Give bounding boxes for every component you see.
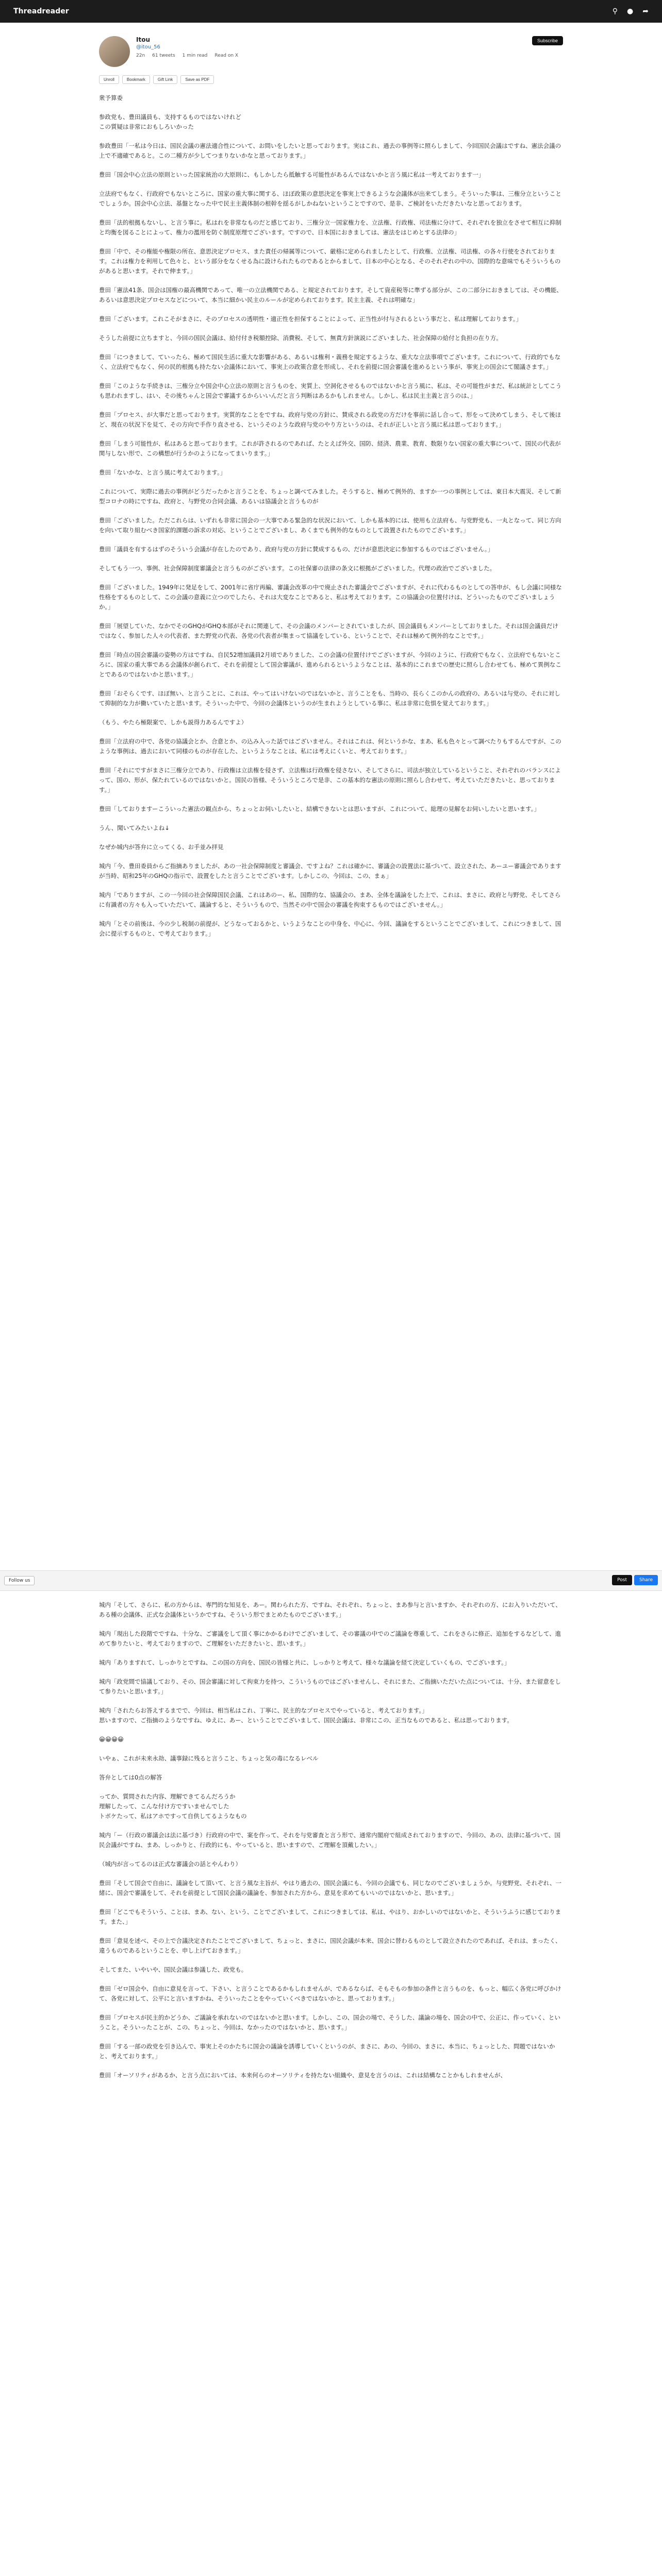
tweet-paragraph: 衆予算委 bbox=[99, 94, 123, 101]
tweet-paragraph: 豊田「意見を述べ、その上で合議決定されたことでございまして、ちょっと、まさに、国民会議が本来、国会に替わるものとして設立されたのであれば、それは、まったく、違うものであるということを、申し上げておきます。」 bbox=[99, 1937, 561, 1954]
tweet-paragraph: 豊田「立法府の中で、各党の協議会とか、合意とか、の込み入った話ではございません。それはこれは、何というかな、まあ、私も色々とって調べたりもするんですが、このような事例は、過去において同様のものが存在した、というようなことは、私には考えにくいと、考えております。」 bbox=[99, 738, 561, 755]
gift-link-button[interactable]: Gift Link bbox=[153, 75, 177, 84]
tweet-paragraph: 豊田「ございました。1949年に発足をして、2001年に省庁再編、審議会改革の中で廃止された審議会でございますが、それに代わるものとしての答申が、もし会議に同様な性格をするものとして、この会議の意義に立つのでしたら、それは大変なことであると、私は考えております。この協議会の位置付けは、どういったものでございましょうか。」 bbox=[99, 584, 562, 611]
meta-tweets: 22n bbox=[136, 53, 145, 58]
tweet-paragraph: 答弁としては0点の解答 bbox=[99, 1774, 162, 1781]
user-icon[interactable]: ● bbox=[627, 7, 634, 15]
tweet-paragraph: （城内が言ってるのは正式な審議会の話とやんわり） bbox=[99, 1860, 241, 1868]
tweet-paragraph: 豊田「ないかな、と言う風に考えております。」 bbox=[99, 469, 226, 476]
tweet-paragraph: 豊田「プロセスが民主的かどうか、ご議論を承れないのではないかと思います。しかし、この、国会の場で、そうした、議論の場を、国会の中で、公正に、作っていく、ということ。そういったことが、この、ちょっと、今回は、なかったのではないかと、思います。」 bbox=[99, 2014, 560, 2031]
search-icon[interactable]: ⚲ bbox=[612, 7, 618, 15]
tweet-paragraph: ってか、質問された内容、理解できてるんだろうか 理解したって、こんな付け方ですいませんでした トボケたって、私はアホですって自供してるようなもの bbox=[99, 1793, 247, 1820]
thread-content-continued bbox=[99, 1600, 563, 2090]
tweet-paragraph: 豊田「しておりますーこういった憲法の観点から、ちょっとお伺いしたいと、結構できないとは思いますが、これについて、総理の見解をお伺いしたいと思います。」 bbox=[99, 805, 540, 812]
brand-logo[interactable]: Threadreader bbox=[13, 7, 69, 15]
tweet-paragraph: 城内「そして、さらに、私の方からは、専門的な知見を、あー。関わられた方、ですね、それぞれ、ちょっと、まあ参与と言いますか、それぞれの方、にお入りいただいて、ある種の会議体、正式な会議体というかですね、そういう形でまとめたものでございます。」 bbox=[99, 1601, 561, 1618]
tweet-paragraph: 😀😀😀😀 bbox=[99, 1736, 124, 1743]
tweet-paragraph: 城内「現出した段階でですね、十分な、ご審議をして頂く事にかかるわけでございまして、その審議の中でのご議論を尊重して、これをさらに修正、追加をするなどして、進めて参りたいと、考えておりますので、ご理解をいただきたいと、思います。」 bbox=[99, 1630, 561, 1647]
tweet-paragraph: 豊田「しまう可能性が、私はあると思っております。これが許されるのであれば、たとえば外交、国防、経済、農業、教育、数限りない国家の重大事について、国民の代表が関与しない形で、この構想が行うかのようになってまいります。」 bbox=[99, 440, 561, 457]
bookmark-button[interactable]: Bookmark bbox=[122, 75, 150, 84]
tweet-paragraph: これについて、実際に過去の事例がどうだったかと言うことを、ちょっと調べてみました。そうすると、極めて例外的、ますか一つの事例としては、東日本大震災、そして新型コロナの時にですね、政府と、与野党の合同会議、あるいは協議会と言うものが bbox=[99, 488, 561, 505]
tweet-paragraph: 豊田「中で、その権能や権限の所在、意思決定プロセス、また責任の帰属等について、厳格に定められましたとして、行政権、立法権、司法権、の各々行使をされております。これは権力を利用して色々と、という部分をなくせる為に設けられたものであるとからまして、日本の中心となる、そのそれぞれの中の、国際的な意味でもそういうものがあると思います。それで伸ます。」 bbox=[99, 248, 561, 275]
follow-us-button[interactable]: Follow us bbox=[4, 1576, 35, 1585]
author-handle[interactable]: @itou_56 bbox=[136, 44, 160, 50]
save-pdf-button[interactable]: Save as PDF bbox=[180, 75, 214, 84]
tweet-paragraph: 城内「政党間で協議しており、その、国会審議に対して拘束力を持つ、こういうものではございませんし、それにまた、ご指摘いただいた点については、十分、また留意をして参りたいと思います。」 bbox=[99, 1678, 561, 1695]
tweet-paragraph: 城内「でありますが、この一今回の社会保障国民会議、これはあのー、私、国際的な、協議会の、まあ、全体を議論をした上で、これは、まさに、政府と与野党、そしてさらに有識者の方々も入っていただいて、議論すると、そういうもので、当然その中で国会の審議を拘束するものではございません。」 bbox=[99, 891, 561, 908]
tweet-paragraph: 城内「ありますれて、しっかりとですね、この国の方向を、国民の皆様と共に、しっかりと考えて、様々な議論を経て決定していくもの、でございます。」 bbox=[99, 1659, 510, 1666]
tweet-paragraph: 豊田「おそらくです、ほぼ無い、と言うことに、これは、やってはいけないのではないかと、言うことをも、当時の、長らくこのかんの政府の、あるいは与党の、それに対して抑制的な力が働いていたと思います。そういった中で、今回の会議体というのが生まれようとしている事に、私は非常に危惧を覚えております。」 bbox=[99, 690, 560, 707]
tweet-paragraph: 豊田「このような手続きは、三権分立や国会中心立法の原則と言うものを、実質上、空洞化させるものではないかと言う風に、私は、その可能性がまだ、私は統計としてこうも思われますし、はい、その後ちゃんと国会で審議するからいいんだと言う判断はあるかもしれません。しかし、私は民主主義と言うのは、」 bbox=[99, 382, 561, 399]
thread-content bbox=[99, 23, 563, 948]
thread-body-part1 bbox=[99, 93, 563, 939]
tweet-paragraph: 豊田「プロセス、が大事だと思っております。実質的なことをですね、政府与党の方針に、賛成される政党の方だけを事前に話し合って、形をって決めてしまう、そして後ほど、現在の状況下を見て、その方向で手作り直させる、というそのような政府与党のやり方というのは、それが正しいと言う風に私は思っております。」 bbox=[99, 411, 561, 428]
tweet-paragraph: うん、聞いてみたいよね↓ bbox=[99, 824, 170, 832]
tweet-paragraph: 豊田「ございました。ただこれらは、いずれも非常に国会の一大事である緊急的な状況において、しかも基本的には、使用も立法府も、与党野党も、一丸となって、同じ方向を向いて取り組むべき国家的課題の訴求の対応、ということでございまし、あくまでも例外的なものとして設置されたものでございます。」 bbox=[99, 517, 561, 534]
share-icon[interactable]: ➦ bbox=[642, 7, 649, 15]
tweet-paragraph: 豊田「憲法41条、国会は国権の最高機関であって、唯一の立法機関である、と規定されております。そして資産税等に準ずる部分が、この二部分におきましては、その機能、あるいは意思決定プロセスなどについて、本当に細かい民主のルールが定められております。民主主義、それは明確な」 bbox=[99, 286, 562, 303]
thread-meta bbox=[136, 53, 532, 58]
tweet-paragraph: 豊田「時点の国会審議の姿勢の方はですね、自民52増加議員2月頃でありました、この会議の位置付けでございますが、今回のように、行政府でもなく、立法府でもないところに、国家の重大事である会議体が創られて、それを前提として国会審議が、進められるというようなことは、基本的にこれまでの歴史に照らし合わせても、極めて異例なことであるのではないかと思います。」 bbox=[99, 651, 561, 678]
share-buttons bbox=[612, 1575, 658, 1585]
topbar-icons bbox=[613, 7, 649, 15]
tweet-paragraph: 豊田「それにですがまさに三権分立であり、行政権は立法権を侵さず、立法権は行政権を侵さない、そしてさらに、司法が独立しているということ、それぞれのバランスによって、国の、形が、保たれているのではないかと。国民の皆様、そういうところで是非、この基本的な憲法の原則に照らし合わせて、考えていただきたいと、思っております。」 bbox=[99, 767, 561, 793]
share-footer-bar bbox=[0, 1570, 662, 1591]
thread-body-part2 bbox=[99, 1600, 563, 2080]
unroll-button[interactable]: Unroll bbox=[99, 75, 119, 84]
author-name[interactable]: Itou bbox=[136, 36, 150, 43]
tweet-paragraph: そしてもう一つ、事例、社会保障制度審議会と言うものがございます。この社保審の法律の条文に根拠がございました。代理の政治でございました。 bbox=[99, 565, 496, 572]
tweet-paragraph: 城内「とその前後は、今の少し税制の前提が、どうなっておるかと、いうようなことの中身を、中心に、今回、議論をするということでございまして、これにつきまして、国会に提示するものと、で考えております。」 bbox=[99, 920, 561, 937]
tweet-paragraph: 豊田「国会中心立法の原則といった国家統治の大原則に、もしかしたら抵触する可能性があるんではないかと言う風に私は一考えております一」 bbox=[99, 171, 485, 178]
profile-info bbox=[136, 36, 532, 58]
subscribe-button[interactable]: Subscribe bbox=[532, 36, 563, 45]
tweet-paragraph: 豊田「する一部の政党を引き込んで、事実上そのかたちに国会の議論を誘導していくというのが、まさに、あの、今回の、まさに、本当に、ちょっとした、問題ではないかと、考えております。」 bbox=[99, 2043, 555, 2060]
share-facebook-button[interactable]: Share bbox=[634, 1575, 658, 1585]
tweet-paragraph: 立法府でもなく、行政府でもないところに、国家の重大事に関する、ほぼ政策の意思決定を事実上できるような会議体が出来てしまう。そういった事は、三権分立ということでしょうか。国会中心立法、基盤となった中で民主主義体制の根幹を揺るがしかねないということですので、是非、ご検討をいただきたいなと思っております。 bbox=[99, 190, 561, 207]
tweet-paragraph: 豊田「法的根拠もないし、と言う事に。私はれを非常なものだと感じており、三権分立一国家権力を、立法権、行政権、司法権に分けて、それぞれを独立をさせて相互に抑制と均衡を図ることによって、権力の濫用を防ぐ制度原理でございます。ですので、日本国におきましては、憲法をはじめとする法律の」 bbox=[99, 219, 561, 236]
tweet-paragraph: 豊田「につきまして、ていったら、極めて国民生活に重大な影響がある、あるいは権利・義務を規定するような、重大な立法事項でございます。これについて、行政的でもなく、立法府でもなく、何の民的根拠も持たない会議体において、事実上の政策合意を形成し、それを前提に国会審議を進めるという事が、事実上の国会にて閣議さます。」 bbox=[99, 353, 561, 370]
top-navigation-bar bbox=[0, 0, 662, 23]
tweet-paragraph: 豊田「ございます。これこそがまさに、そのプロセスの透明性・適正性を担保することによって、正当性が付与されるという事だと、私は理解しております。」 bbox=[99, 315, 522, 323]
thread-actions bbox=[99, 75, 563, 84]
tweet-paragraph: そうした前提に立ちますと、今回の国民会議は、給付付き税額控除、消費税、そして、無責方針演説にございました、社会保障の給付と負担の在り方。 bbox=[99, 334, 502, 342]
tweet-paragraph: （もう、やたら極限案で、しかも説得力あるんですよ） bbox=[99, 719, 247, 726]
tweet-paragraph: 城内「今、豊田委員からご指摘ありましたが、あの一社会保障制度と審議会、ですよね？これは確かに、審議会の設置法に基づいて、設立された、あーユー審議会でありますが当時、昭和25年のGHQの指示で、設置をしたと言うことでございます。しかしこの、今回は、この、まぁ」 bbox=[99, 862, 561, 879]
tweet-paragraph: いやぁ、これが未来永劫、議事録に残ると言うこと、ちょっと気の毒になるレベル bbox=[99, 1755, 319, 1762]
tweet-paragraph: 豊田「ゼロ国会や、自由に意見を言って、下さい、と言うことであるかもしれませんが、であるならば、そもそもの参加の条件と言うものを、もっと、幅広く各党に呼びかけて、各党に対して、公平にと言いますかね、そういったことをやっていくべきではないかと、思っております。」 bbox=[99, 1985, 561, 2002]
tweet-paragraph: 城内「ー（行政の審議会は法に基づき）行政府の中で、案を作って、それを与党審査と言う形で、通常内閣府で組成されておりますので、今回の、あの、法律に基づいて、国民会議がですね、まあ、しっかりと、行政的にも、やっていると、思いますので、ご理解を頂戴したい。」 bbox=[99, 1832, 560, 1849]
meta-read-time: 1 min read bbox=[182, 53, 208, 58]
tweet-paragraph: 豊田「展望していた、なかでそのGHQがGHQ本部がそれに関連して、その会議のメンバーとされていましたが、国会議員もメンバーとしておりました。それは国会議員だけではなく、参加した人々の代表者、また野党の代表、各党の代表者が集まって協議をしている、ということで、それは極めて例外的なことです。」 bbox=[99, 622, 558, 639]
tweet-paragraph: 豊田「議員を有するはずのそういう会議が存在したのであり、政府与党の方針に賛成するもの、だけが意思決定に参加するものではございません。」 bbox=[99, 546, 493, 553]
tweet-paragraph: そしてまた、いやいや、国民会議は参議した、政党も。 bbox=[99, 1966, 247, 1973]
avatar[interactable] bbox=[99, 36, 130, 67]
tweet-paragraph: 豊田「どこでもそういう、ことは、まあ、ない、という、ことでございまして、これにつきましては、私は、やはり、おかしいのではないかと、そういうふうに感じております。また、」 bbox=[99, 1908, 561, 1925]
tweet-paragraph: 豊田「そして国会で自由に、議論をして頂いて、と言う風な主旨が、やはり過去の、国民会議にも、今回の会議でも、同じなのでございましょうか。与党野党、それぞれ、一緒に、国会で審議をして、それを前提として国民会議の議論を、参加された方から、意見を求めてもいいのではないかと、思います。」 bbox=[99, 1879, 561, 1896]
tweet-paragraph: 参政党も、豊田議員も、支持するものではないけれど この質疑は非常におもしろいかった bbox=[99, 113, 241, 130]
read-on-x-link[interactable]: Read on X bbox=[214, 53, 239, 58]
author-profile bbox=[99, 23, 563, 71]
tweet-paragraph: なぜか城内が答弁に立ってくる、お手並み拝見 bbox=[99, 843, 224, 851]
tweet-paragraph: 豊田「オーソリティがあるか、と言う点においては、本来何らのオーソリティを持たない組織や、意見を言うのは、これは結構なことかもしれませんが、 bbox=[99, 2072, 507, 2079]
meta-count: 61 tweets bbox=[152, 53, 175, 58]
tweet-paragraph: 参政豊田「一私は今日は、国民会議の憲法適合性について、お問いをしたいと思っております。実はこれ、過去の事例等に照らしまして、今回国民会議はですね、憲法会議の上で不適確であると。この二種方が少してつまりないかなと思っております。」 bbox=[99, 142, 561, 159]
post-on-x-button[interactable]: Post bbox=[612, 1575, 632, 1585]
tweet-paragraph: 城内「されたらお答えするまでで、今回は、相当私はこれ、丁寧に、民主的なプロセスでやっていると、考えております。」 思いますので、ご指摘のようなですね、ゆえに、あー、ということでございまして、国民会議は、非常にこの、正当なものであると、私は思っております。 bbox=[99, 1707, 513, 1724]
